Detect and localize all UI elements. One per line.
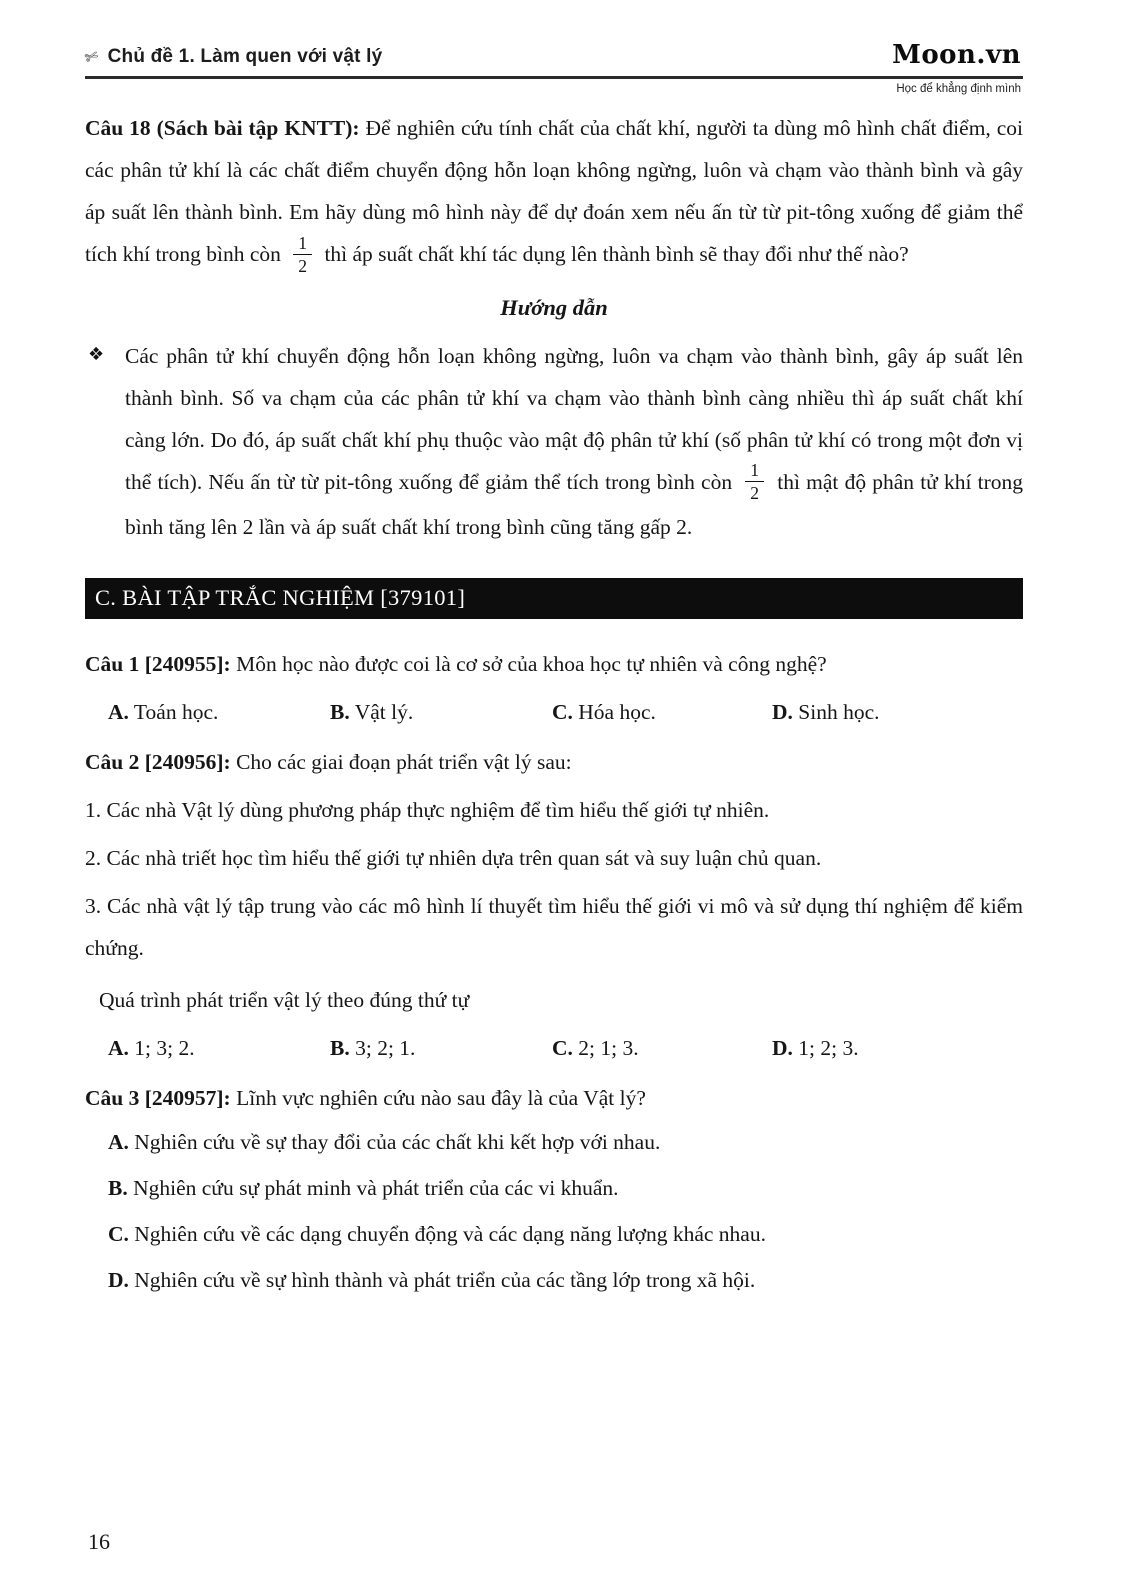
- option-c-text: Hóa học.: [578, 700, 656, 725]
- question-2-statement-2: 2. Các nhà triết học tìm hiểu thế giới tự nhiên dựa trên quan sát và suy luận chủ quan.: [85, 846, 822, 871]
- question-18-paragraph: [85, 107, 1023, 279]
- question-3-label: Câu 3 [240957]:: [85, 1086, 231, 1111]
- solution-text-after: thì mật độ phân tử khí trong bình tăng lên 2 lần và áp suất chất khí trong bình cũng tăng gấp 2.: [125, 469, 1024, 540]
- option-a-label: A.: [108, 700, 129, 725]
- header-row: [82, 40, 1023, 79]
- option-a-text: Nghiên cứu về sự thay đổi của các chất khi kết hợp với nhau.: [134, 1130, 661, 1155]
- question-18-text-after: thì áp suất chất khí tác dụng lên thành bình sẽ thay đổi như thế nào?: [324, 242, 909, 266]
- chapter-title: Chủ đề 1. Làm quen với vật lý: [107, 46, 383, 67]
- option-d-text: Nghiên cứu về sự hình thành và phát triển của các tầng lớp trong xã hội.: [134, 1268, 756, 1293]
- solution-paragraph: [85, 335, 1023, 549]
- option-b: [330, 691, 552, 733]
- question-2-paragraph: [85, 741, 1023, 783]
- fraction-denominator: 2: [745, 481, 764, 504]
- option-a-text: 1; 3; 2.: [134, 1036, 195, 1061]
- question-1-text: Môn học nào được coi là cơ sở của khoa học tự nhiên và công nghệ?: [236, 652, 827, 677]
- question-2-statement-1: 1. Các nhà Vật lý dùng phương pháp thực nghiệm để tìm hiểu thế giới tự nhiên.: [85, 798, 770, 823]
- option-d: [772, 1027, 1023, 1069]
- option-d: [772, 691, 1023, 733]
- page-header: [82, 40, 1023, 95]
- option-a-label: A.: [108, 1036, 129, 1061]
- option-b-label: B.: [108, 1176, 128, 1201]
- question-3-text: Lĩnh vực nghiên cứu nào sau đây là của Vật lý?: [236, 1086, 646, 1111]
- question-2-text: Cho các giai đoạn phát triển vật lý sau:: [236, 750, 572, 775]
- fraction-one-half: [745, 459, 764, 504]
- logo-tagline: Học để khẳng định mình: [896, 83, 1021, 95]
- solution-heading: Hướng dẫn: [500, 294, 608, 320]
- option-c-text: Nghiên cứu về các dạng chuyển động và các dạng năng lượng khác nhau.: [134, 1222, 766, 1247]
- question-1-label: Câu 1 [240955]:: [85, 652, 231, 677]
- option-b-text: Nghiên cứu sự phát minh và phát triển của các vi khuẩn.: [133, 1176, 619, 1201]
- chapter-heading: [82, 46, 383, 68]
- option-c: [552, 691, 772, 733]
- option-b: [330, 1027, 552, 1069]
- question-2-label: Câu 2 [240956]:: [85, 750, 231, 775]
- question-3-option-b: [85, 1165, 1023, 1211]
- scissors-icon: ✄: [82, 47, 102, 68]
- question-1-paragraph: [85, 643, 1023, 685]
- question-3-option-d: [85, 1257, 1023, 1303]
- solution-text-before: Các phân tử khí chuyển động hỗn loạn không ngừng, luôn va chạm vào thành bình, gây áp suất lên thành bình. Số va chạm của các phân tử khí va chạm vào thành bình càng nhiều thì áp suất chất khí càng lớn. Do đó, áp suất chất khí phụ thuộc vào mật độ phân tử khí (số phân tử khí có trong một đơn vị thể tích). Nếu ấn từ từ pit-tông xuống để giảm thể tích trong bình còn: [125, 343, 1023, 494]
- option-b-text: 3; 2; 1.: [355, 1036, 416, 1061]
- option-b-text: Vật lý.: [354, 700, 414, 725]
- option-b-label: B.: [330, 1036, 350, 1061]
- option-d-text: Sinh học.: [798, 700, 880, 725]
- option-b-label: B.: [330, 700, 350, 725]
- option-a: [108, 1027, 330, 1069]
- section-banner: C. BÀI TẬP TRẮC NGHIỆM [379101]: [85, 578, 1023, 619]
- fraction-one-half: [293, 232, 312, 277]
- fraction-numerator: 1: [750, 460, 760, 481]
- diamond-bullet-icon: ❖: [88, 343, 105, 365]
- option-a-text: Toán học.: [133, 700, 219, 725]
- option-c-text: 2; 1; 3.: [578, 1036, 639, 1061]
- option-c-label: C.: [552, 1036, 573, 1061]
- question-2-options: [85, 1027, 1023, 1069]
- option-d-label: D.: [772, 700, 793, 725]
- fraction-denominator: 2: [293, 254, 312, 277]
- question-2-prompt: Quá trình phát triển vật lý theo đúng thứ tự: [99, 988, 470, 1013]
- question-3-paragraph: [85, 1077, 1023, 1119]
- option-a: [108, 691, 330, 733]
- question-3-option-c: [85, 1211, 1023, 1257]
- option-d-label: D.: [108, 1268, 129, 1293]
- option-a-label: A.: [108, 1130, 129, 1155]
- fraction-numerator: 1: [298, 232, 308, 253]
- solution-text: [125, 335, 1023, 549]
- option-c: [552, 1027, 772, 1069]
- option-c-label: C.: [552, 700, 573, 725]
- question-1-options: [85, 691, 1023, 733]
- question-18-text-before: Để nghiên cứu tính chất của chất khí, người ta dùng mô hình chất điểm, coi các phân tử khí là các chất điểm chuyển động hỗn loạn không ngừng, luôn và chạm vào thành bình và gây áp suất lên thành bình. Em hãy dùng mô hình này để dự đoán xem nếu ấn từ từ pit-tông xuống để giảm thể tích khí trong bình còn: [85, 116, 1023, 266]
- option-c-label: C.: [108, 1222, 129, 1247]
- question-3-option-a: [85, 1119, 1023, 1165]
- question-2-statement-3: 3. Các nhà vật lý tập trung vào các mô hình lí thuyết tìm hiểu thế giới vi mô và sử dụng thí nghiệm để kiểm chứng.: [85, 894, 1023, 961]
- page-number: 16: [88, 1529, 110, 1554]
- option-d-text: 1; 2; 3.: [798, 1036, 859, 1061]
- moon-vn-logo: Moon.vn: [892, 40, 1021, 70]
- option-d-label: D.: [772, 1036, 793, 1061]
- question-18-label: Câu 18 (Sách bài tập KNTT):: [85, 116, 360, 140]
